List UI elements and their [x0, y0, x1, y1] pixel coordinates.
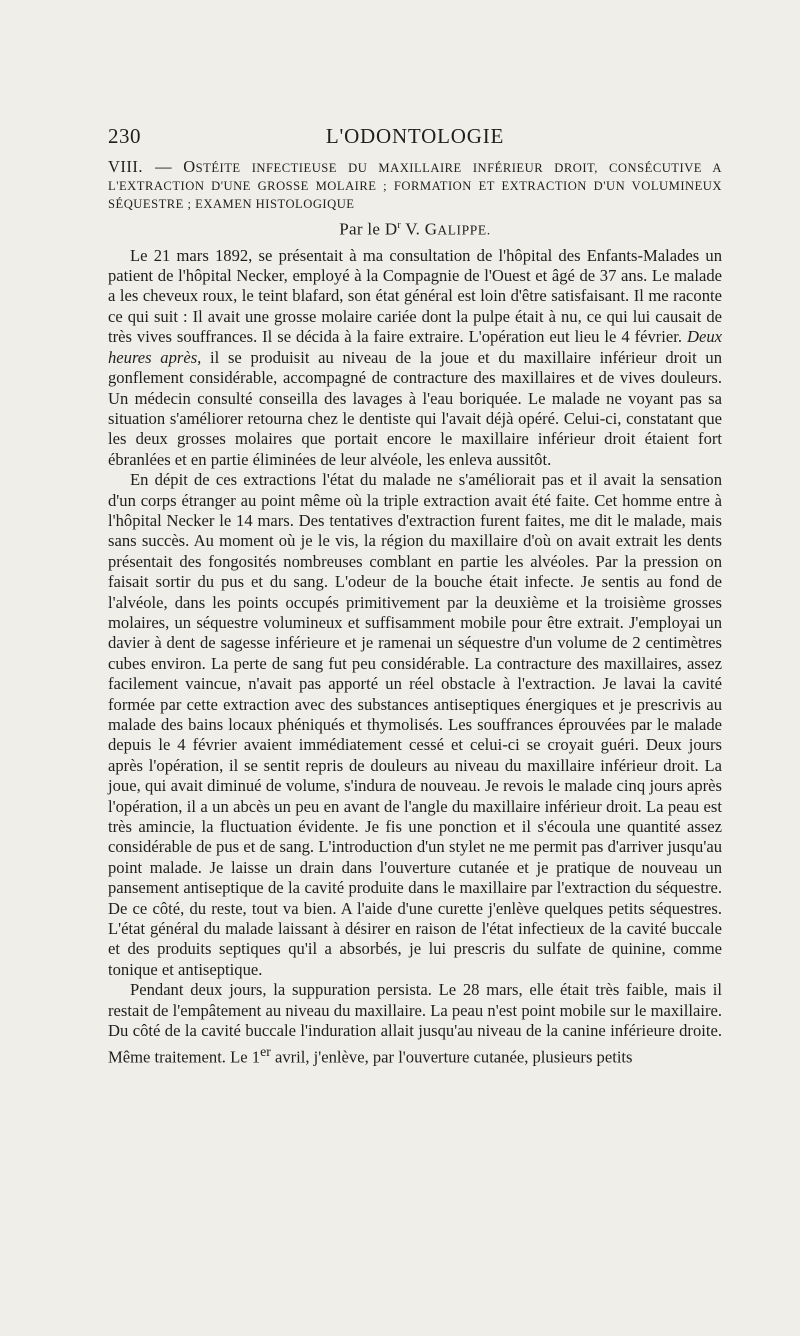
paragraph-1: [108, 246, 722, 470]
paragraph-2: En dépit de ces extractions l'état du malade ne s'améliorait pas et il avait la sensation d'un corps étranger au point même où la triple extraction avait été faite. Cet homme entre à l'hôpital Necker le 14 mars. Des tentatives d'extraction furent faites, me dit le malade, mais sans succès. Au moment où je le vis, la région du maxillaire d'où on avait extrait les dents présentait des fongosités nombreuses comblant en partie les alvéoles. Par la pression on faisait sortir du pus et du sang. L'odeur de la bouche était infecte. Je sentis au fond de l'alvéole, dans les points occupés primitivement par la deuxième et la troisième grosses molaires, un séquestre volumineux et suffisamment mobile pour être extrait. J'employai un davier à dent de sagesse inférieure et je ramenai un séquestre d'un volume de 2 centimètres cubes environ. La perte de sang fut peu considérable. La contracture des maxillaires, assez facilement vaincue, n'avait pas apporté un réel obstacle à l'extraction. Je lavai la cavité formée par cette extraction avec des substances antiseptiques énergiques et je prescrivis au malade des bains locaux phéniqués et thymolisés. Les souffrances éprouvées par le malade depuis le 4 février avaient immédiatement cessé et celui-ci se croyait guéri. Deux jours après l'opération, il se sentit repris de douleurs au niveau du maxillaire inférieur droit. La joue, qui avait diminué de volume, s'indura de nouveau. Je revois le malade cinq jours après l'opération, il a un abcès un peu en avant de l'angle du maxillaire inférieur droit. La peau est très amincie, la fluctuation évidente. Je fis une ponction et il s'écoula une quantité assez considérable de pus et de sang. L'introduction d'un stylet ne me permit pas d'arriver jusqu'au point malade. Je laisse un drain dans l'ouverture cutanée et je pratique de nouveau un pansement antiseptique de la cavité produite dans le maxillaire par l'extraction du séquestre. De ce côté, du reste, tout va bien. A l'aide d'une curette j'enlève quelques petits séquestres. L'état général du malade laissant à désirer en raison de l'état infectieux de la cavité buccale et des produits septiques qu'il a absorbés, je lui prescris du sulfate de quinine, comme tonique et antiseptique.: [108, 470, 722, 979]
article-heading: [108, 158, 722, 213]
article-body: [108, 246, 722, 1068]
author-initial: V. G: [405, 219, 438, 239]
running-head: [108, 124, 722, 158]
journal-title: L'ODONTOLOGIE: [325, 124, 505, 148]
paragraph-3-sup: er: [260, 1043, 271, 1059]
book-page: [108, 124, 722, 1067]
article-title: STÉITE INFECTIEUSE DU MAXILLAIRE INFÉRIEUR DROIT, CONSÉCUTIVE A L'EXTRACTION D'UNE GROSSE MOLAIRE ; FORMATION ET EXTRACTION D'UN VOLUMINEUX SÉQUESTRE ; EXAMEN HISTOLOGIQUE: [108, 161, 722, 211]
author-byline: [108, 215, 722, 242]
page-number: 230: [108, 124, 141, 148]
paragraph-1-text-b: il se produisit au niveau de la joue et du maxillaire inférieur droit un gonflement considérable, accompagné de contracture des maxillaires et de vives douleurs. Un médecin consulté conseilla des lavages à l'eau boriquée. Le malade ne voyant pas sa situation s'améliorer retourna chez le dentiste qui l'avait déjà opéré. Celui-ci, constatant que les deux grosses molaires que portait encore le maxillaire inférieur droit étaient fort ébranlées et en partie éliminées de leur alvéole, les enleva aussitôt.: [108, 347, 722, 469]
article-numeral: VIII. —: [108, 157, 173, 176]
paragraph-1-text-a: Le 21 mars 1892, se présentait à ma consultation de l'hôpital des Enfants-Malades un patient de l'hôpital Necker, employé à la Compagnie de l'Ouest et âgé de 37 ans. Le malade a les cheveux roux, le teint blafard, son état général est loin d'être satisfaisant. Il me raconte ce qui suit : Il avait une grosse molaire cariée dont la pulpe était à nu, ce qui lui causait de très vives souffrances. Il se décida à la faire extraire. L'opération eut lieu le 4 février.: [108, 245, 722, 347]
paragraph-3-text-a: Pendant deux jours, la suppuration persista. Le 28 mars, elle était très faible, mais il restait de l'empâtement au niveau du maxillaire. La peau n'est point mobile sur le maxillaire. Du côté de la cavité buccale l'induration allait jusqu'au niveau de la canine inférieure droite. Même traitement. Le 1: [108, 980, 722, 1067]
paragraph-3-text-b: avril, j'enlève, par l'ouverture cutanée, plusieurs petits: [270, 1047, 633, 1067]
article-title-initial: O: [183, 157, 196, 176]
byline-sup: r: [397, 220, 402, 231]
byline-prefix: Par le D: [339, 219, 398, 239]
paragraph-3: [108, 980, 722, 1067]
author-name: ALIPPE.: [437, 222, 491, 238]
paragraph-1-italic: Deux heures après,: [108, 327, 722, 367]
